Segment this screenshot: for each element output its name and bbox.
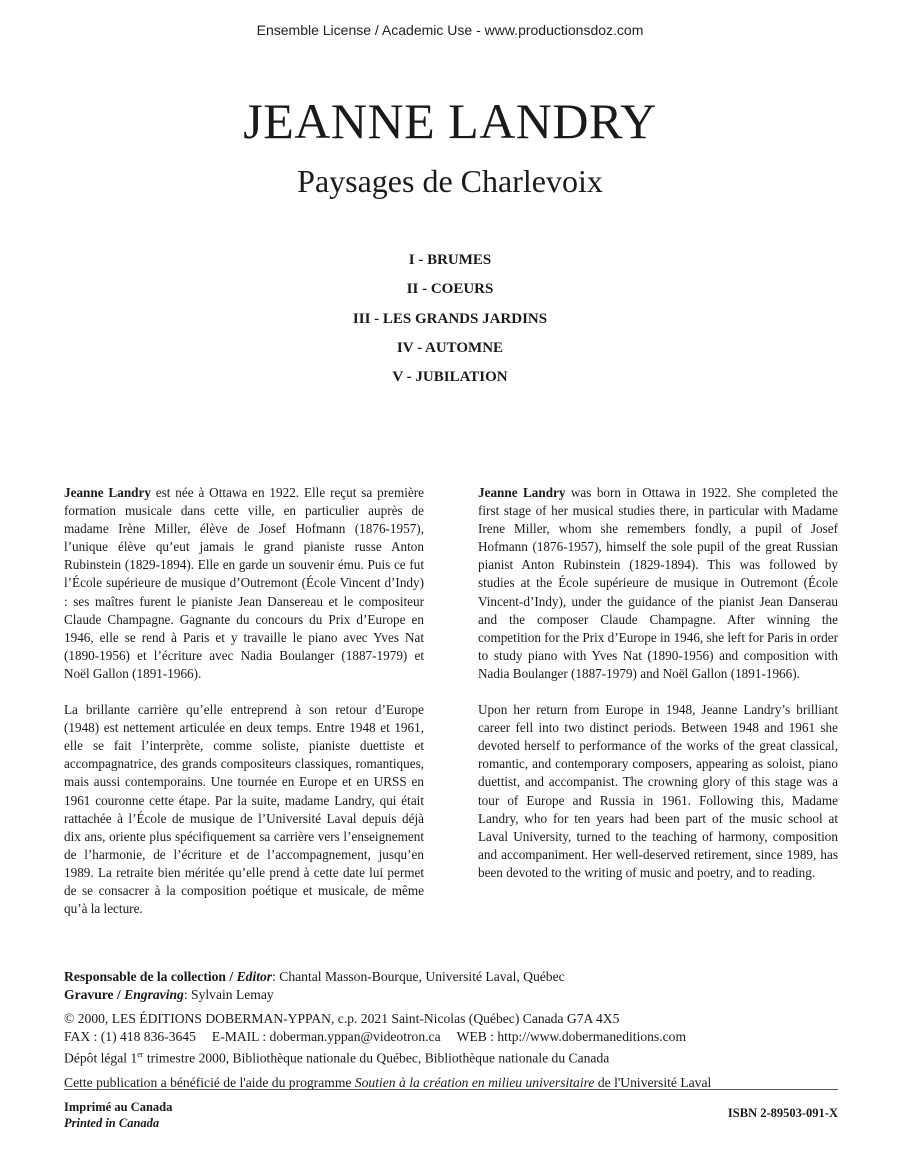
- work-title: Paysages de Charlevoix: [297, 163, 603, 199]
- bio-fr-p1-text: est née à Ottawa en 1922. Elle reçut sa première formation musicale dans cette ville, en particulier auprès de madame Irène Miller, élève de Josef Hofmann (1876-1957), l’unique élève qu’eut jamais le grand pianiste russe Anton Rubinstein (1829-1894). Elle en garde un souvenir ému. Puis ce fut l’École supérieure de musique d’Outremont (École Vincent d’Indy) : ses maîtres furent le pianiste Jean Dansereau et le compositeur Claude Champagne. Gagnante du concours du Prix d’Europe en 1946, elle se rend à Paris et y travaille le piano avec Yves Nat (1890-1956) et l’écriture avec Nadia Boulanger (1887-1979) et Noël Gallon (1891-1966).: [64, 485, 424, 681]
- editor-separator: /: [226, 969, 237, 984]
- engraving-separator: /: [113, 987, 125, 1002]
- movement-item: I - BRUMES: [408, 252, 492, 268]
- depot-suffix: trimestre 2000, Bibliothèque nationale du Québec, Bibliothèque nationale du Canada: [143, 1050, 610, 1066]
- movement-item: IV - AUTOMNE: [396, 339, 504, 356]
- printed-en: Printed in Canada: [64, 1116, 160, 1130]
- bio-en-p1-text: was born in Ottawa in 1922. She completed the first stage of her musical studies there, in particular with Madame Irene Miller, whom she remembers fondly, a pupil of Josef Hofmann (1876-1957), himself the sole pupil of the great Russian pianist Anton Rubinstein (1829-1894). This was followed by studies at the École supérieure de musique in Outremont (École Vincent-d’Indy), under the guidance of the pianist Jean Danserau and the composer Claude Champagne. After winning the competition for the Prix d’Europe in 1946, she left for Paris in order to study piano with Yves Nat (1890-1956) and composition with Nadia Boulanger (1887-1979) and Noël Gallon (1891-1966).: [478, 485, 839, 681]
- editor-value: : Chantal Masson-Bourque, Université Laval, Québec: [272, 969, 565, 984]
- copyright-line: © 2000, LES ÉDITIONS DOBERMAN-YPPAN, c.p. 2021 Saint-Nicolas (Québec) Canada G7A 4X5: [64, 1011, 620, 1026]
- movement-item: II - COEURS: [406, 281, 494, 298]
- website: WEB : http://www.dobermaneditions.com: [456, 1029, 687, 1044]
- funding-prefix: Cette publication a bénéficié de l'aide du programme: [64, 1074, 355, 1090]
- engraving-credit: [64, 986, 844, 1004]
- bio-fr-paragraph-2: La brillante carrière qu’elle entreprend à son retour d’Europe (1948) est nettement articulée en deux temps. Entre 1948 et 1961, elle se fait l’interprète, comme soliste, pianiste duettiste et accompagnatrice, des grands compositeurs classiques, romantiques, mais aussi contemporains. Une tournée en Europe et en URSS en 1961 couronne cette étape. Par la suite, madame Landry, qui était rattachée à l’École de musique de l’Université Laval depuis déjà dix ans, oriente plus spécifiquement sa carrière vers l’enseignement de l’harmonie, de l’écriture et de l’accompagnement, jusqu’en 1989. La retraite bien méritée qu’elle prend à cette date lui permet de se consacrer à la composition poétique et musicale, de même qu’à la lecture.: [64, 702, 424, 917]
- isbn: ISBN 2-89503-091-X: [727, 1106, 838, 1120]
- biography-english: [478, 484, 838, 900]
- bio-en-paragraph-2: Upon her return from Europe in 1948, Jeanne Landry’s brilliant career fell into two distinct periods. Between 1948 and 1961 she devoted herself to performance of the works of the great classical, romantic, and contemporary composers, appearing as soloist, piano duettist, and accompanist. The crowning glory of this stage was a tour of Europe and Russia in 1961. Following this, Madame Landry, who for ten years had been part of the music school at Laval University, turned to the teaching of harmony, composition and accompaniment. Her well-deserved retirement, since 1989, has been devoted to the writing of music and poetry, and to reading.: [478, 702, 838, 880]
- editor-label-en: Editor: [236, 969, 273, 984]
- biography-french: [64, 484, 424, 936]
- composer-name: JEANNE LANDRY: [243, 93, 657, 149]
- legal-deposit-line: [64, 1046, 844, 1068]
- printed-fr: Imprimé au Canada: [64, 1100, 173, 1114]
- engraving-label-en: Engraving: [124, 987, 184, 1002]
- publication-credits: [64, 968, 844, 1092]
- movement-list: [0, 250, 900, 396]
- movement-item: V - JUBILATION: [392, 369, 508, 386]
- email-address: E-MAIL : doberman.yppan@videotron.ca: [211, 1029, 441, 1044]
- contact-line: [64, 1028, 844, 1046]
- printed-in: [64, 1099, 172, 1131]
- depot-superscript: er: [137, 1050, 144, 1059]
- bio-en-paragraph-1: [478, 484, 838, 683]
- engraving-label-fr: Gravure: [64, 987, 114, 1002]
- bio-fr-name: Jeanne Landry: [64, 485, 151, 500]
- fax-number: FAX : (1) 418 836-3645: [64, 1029, 196, 1044]
- funding-program: Soutien à la création en milieu universitaire: [354, 1074, 595, 1090]
- bio-fr-paragraph-1: [64, 484, 424, 683]
- editor-label-fr: Responsable de la collection: [64, 969, 226, 984]
- funding-suffix: de l'Université Laval: [594, 1074, 712, 1090]
- editor-credit: [64, 968, 844, 986]
- footer-divider: [64, 1089, 838, 1090]
- bio-en-name: Jeanne Landry: [478, 485, 566, 500]
- engraving-value: : Sylvain Lemay: [183, 987, 274, 1002]
- license-notice: Ensemble License / Academic Use - www.productionsdoz.com: [256, 22, 644, 38]
- depot-prefix: Dépôt légal 1: [64, 1050, 138, 1066]
- movement-item: III - LES GRANDS JARDINS: [352, 310, 548, 327]
